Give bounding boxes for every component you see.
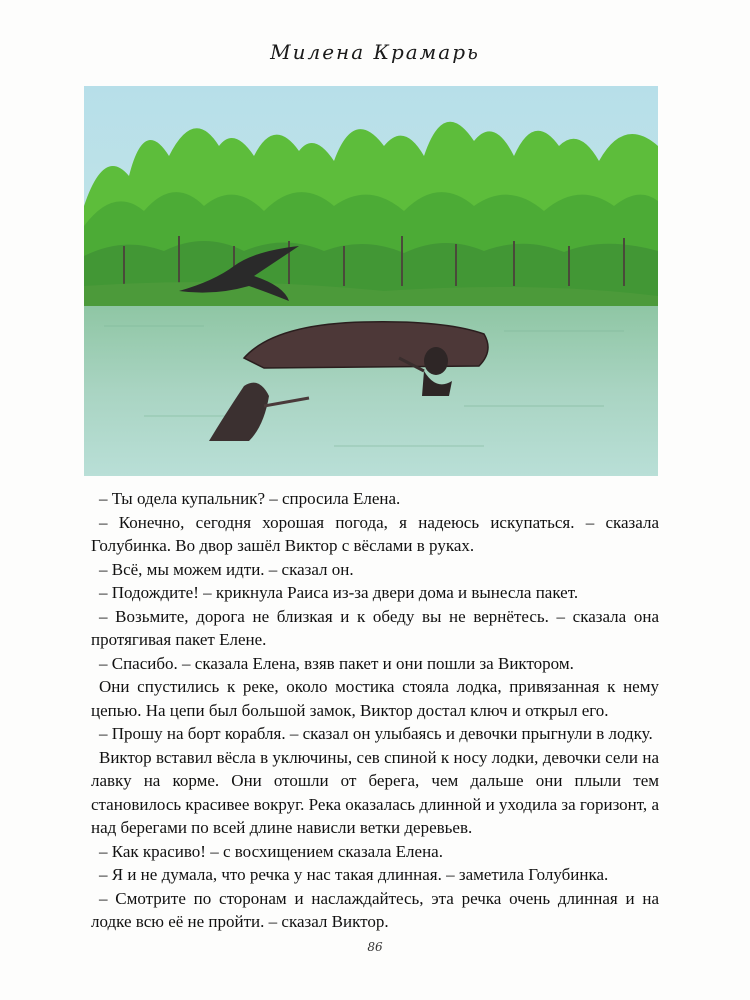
paragraph: Они спустились к реке, около мостика стояла лодка, привязанная к нему цепью. На цепи был большой замок, Виктор достал ключ и открыл его.: [91, 677, 659, 720]
paragraph: Виктор вставил вёсла в уключины, сев спиной к носу лодки, девочки сели на лавку на корме. Они отошли от берега, чем дальше они плыли тем становилось красивее вокруг. Река оказалась длинной и уходила за горизонт, а над берегами по всей длине нависли ветки деревьев.: [91, 747, 659, 837]
page-number: 86: [367, 940, 383, 954]
river-illustration: [84, 86, 658, 476]
paragraph: – Возьмите, дорога не близкая и к обеду вы не вернётесь. – сказала она протягивая пакет Елене.: [91, 606, 659, 649]
paragraph: – Прошу на борт корабля. – сказал он улыбаясь и девочки прыгнули в лодку.: [99, 724, 653, 743]
paragraph: – Смотрите по сторонам и наслаждайтесь, эта речка очень длинная и на лодке всю её не пройти. – сказал Виктор.: [91, 888, 659, 931]
paragraph: – Я и не думала, что речка у нас такая длинная. – заметила Голубинка.: [99, 865, 609, 884]
illustration-drawing: [84, 86, 658, 476]
paragraph: – Конечно, сегодня хорошая погода, я надеюсь искупаться. – сказала Голубинка. Во двор зашёл Виктор с вёслами в руках.: [91, 512, 659, 555]
paragraph: – Подождите! – крикнула Раиса из-за двери дома и вынесла пакет.: [99, 583, 579, 602]
paragraph: – Ты одела купальник? – спросила Елена.: [99, 489, 401, 508]
paragraph: – Как красиво! – с восхищением сказала Елена.: [99, 841, 443, 861]
running-header: Милена Крамарь: [270, 40, 480, 64]
paragraph: – Всё, мы можем идти. – сказал он.: [99, 559, 354, 579]
story-text: [91, 487, 659, 934]
paragraph: – Спасибо. – сказала Елена, взяв пакет и они пошли за Виктором.: [99, 653, 574, 673]
